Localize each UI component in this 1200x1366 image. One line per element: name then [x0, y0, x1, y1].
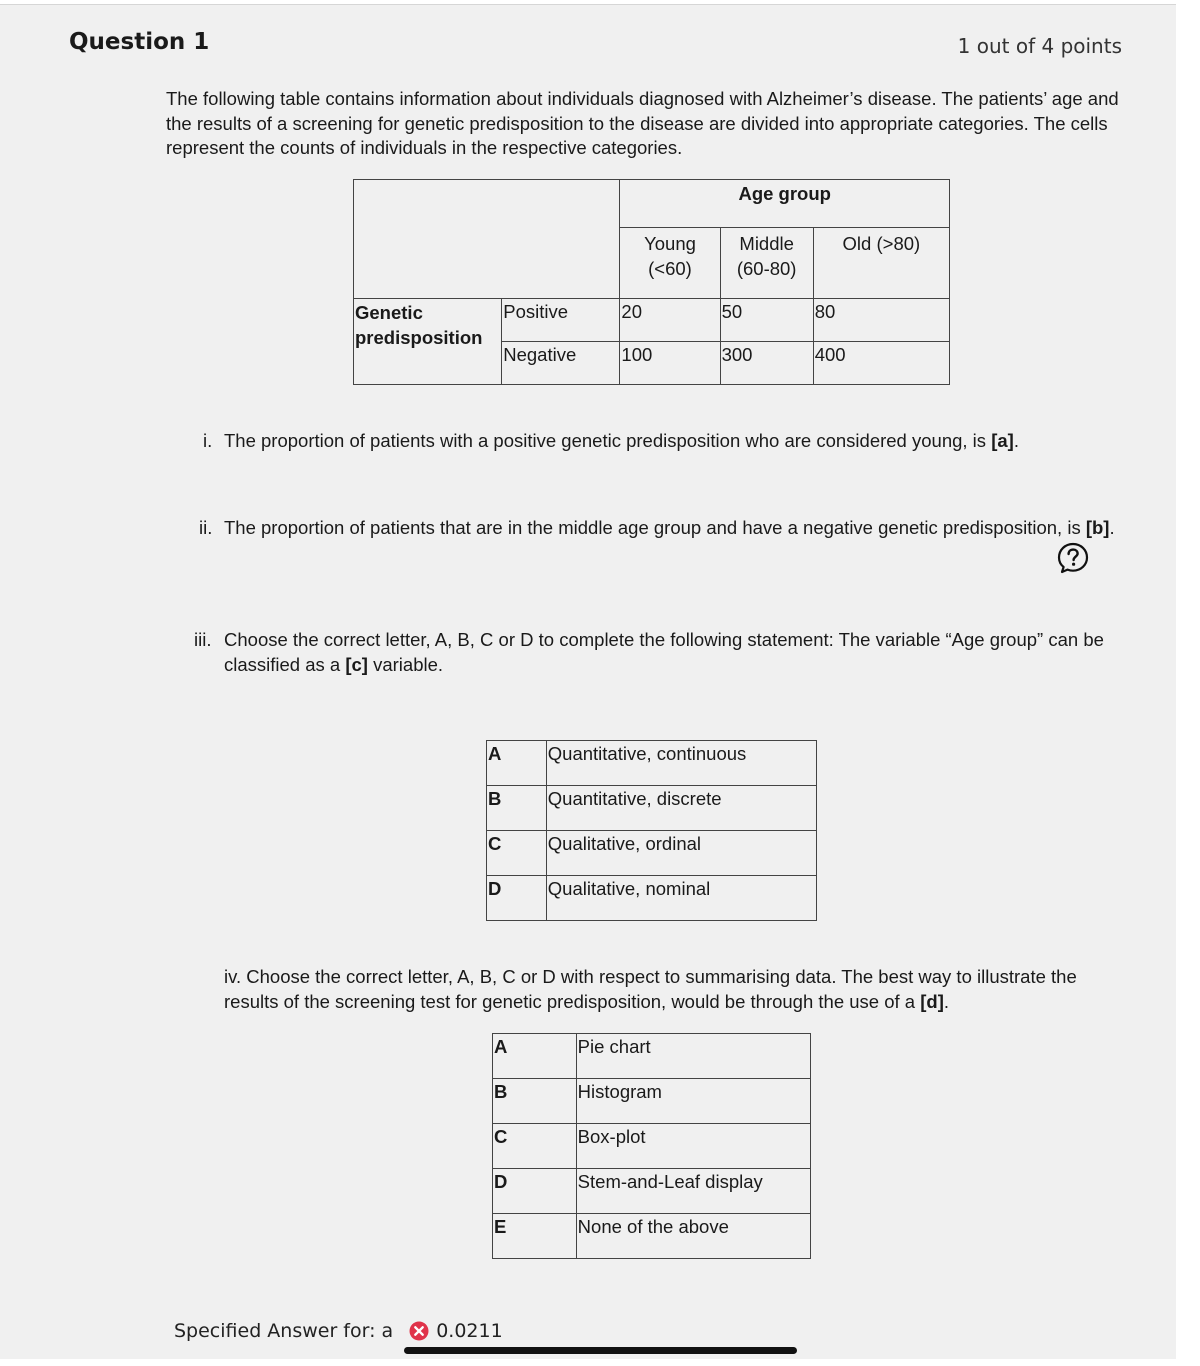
question-points: 1 out of 4 points: [957, 34, 1122, 58]
option-d-letter: B: [493, 1079, 577, 1124]
statement-iv: [224, 965, 1129, 1014]
option-c-row: [487, 876, 817, 921]
option-d-label: Stem-and-Leaf display: [576, 1169, 810, 1214]
option-c-letter: D: [487, 876, 547, 921]
statement-ii: [199, 516, 1129, 541]
statement-iv-end: .: [943, 990, 949, 1012]
col-header-young: [620, 228, 720, 299]
option-d-row: [493, 1034, 811, 1079]
option-d-row: [493, 1169, 811, 1214]
statement-iii-text: Choose the correct letter, A, B, C or D to complete the following statement: The variable “Age group” can be classified as a: [224, 629, 1104, 675]
option-c-row: [487, 741, 817, 786]
specified-answer-value: 0.0211: [436, 1320, 503, 1342]
option-c-row: [487, 831, 817, 876]
blank-a: [a]: [991, 430, 1014, 451]
col-header-old: [813, 228, 949, 299]
option-d-row: [493, 1214, 811, 1259]
col-header-middle: [720, 228, 813, 299]
option-c-row: [487, 786, 817, 831]
option-d-row: [493, 1124, 811, 1169]
col-header-middle-line2: (60-80): [736, 257, 797, 279]
blank-d: [d]: [920, 990, 944, 1012]
option-d-label: Box-plot: [576, 1124, 810, 1169]
option-c-label: Quantitative, discrete: [546, 786, 816, 831]
statement-iv-text: iv. Choose the correct letter, A, B, C or D with respect to summarising data. The best way to illustrate the results of the screening test for genetic predisposition, would be through the use of a: [224, 966, 1077, 1012]
cell-positive-young: 20: [620, 299, 720, 342]
statement-i-text: The proportion of patients with a positive genetic predisposition who are considered young, is: [224, 430, 987, 451]
row-header-genetic: Genetic predisposition: [354, 299, 502, 385]
question-intro: The following table contains information about individuals diagnosed with Alzheimer’s disease. The patients’ age and the results of a screening for genetic predisposition to the disease are divided into appropriate categories. The cells represent the counts of individuals in the respective categories.: [166, 88, 1119, 158]
blank-c: [c]: [345, 653, 368, 675]
statement-ii-end: .: [1109, 517, 1115, 538]
option-c-label: Qualitative, nominal: [546, 876, 816, 921]
col-header-old-line1: Old (>80): [842, 233, 921, 254]
cell-positive-middle: 50: [720, 299, 813, 342]
cell-positive-old: 80: [813, 299, 949, 342]
row-label-negative: Negative: [502, 342, 620, 385]
option-c-letter: A: [487, 741, 547, 786]
col-header-young-line2: (<60): [648, 257, 692, 279]
incorrect-x-icon: [409, 1321, 429, 1341]
specified-answer-label: Specified Answer for: a: [174, 1320, 394, 1342]
col-header-middle-line1: Middle: [739, 233, 794, 254]
option-d-letter: E: [493, 1214, 577, 1259]
statement-i-number: i.: [203, 430, 213, 451]
cell-negative-young: 100: [620, 342, 720, 385]
help-question-icon[interactable]: [1056, 541, 1090, 575]
statement-i: [203, 429, 1124, 454]
option-d-label: None of the above: [576, 1214, 810, 1259]
blank-b: [b]: [1085, 517, 1110, 538]
option-c-letter: C: [487, 831, 547, 876]
col-header-young-line1: Young: [644, 233, 696, 254]
option-c-label: Qualitative, ordinal: [546, 831, 816, 876]
statement-iii-number: iii.: [194, 629, 212, 650]
option-d-letter: D: [493, 1169, 577, 1214]
question-title: Question 1: [69, 29, 210, 55]
option-d-letter: A: [493, 1034, 577, 1079]
contingency-table: [353, 179, 950, 385]
cell-negative-old: 400: [813, 342, 949, 385]
home-indicator-bar[interactable]: [404, 1347, 797, 1354]
specified-answer: [174, 1320, 503, 1342]
options-c-table: [486, 740, 817, 921]
statement-i-end: .: [1013, 430, 1019, 451]
statement-ii-number: ii.: [199, 517, 213, 538]
option-d-label: Pie chart: [576, 1034, 810, 1079]
cell-negative-middle: 300: [720, 342, 813, 385]
statement-iii-end: variable.: [367, 653, 444, 675]
question-panel: [0, 4, 1176, 1359]
statement-ii-text: The proportion of patients that are in the middle age group and have a negative genetic predisposition, is: [224, 517, 1081, 538]
option-c-letter: B: [487, 786, 547, 831]
option-c-label: Quantitative, continuous: [546, 741, 816, 786]
statement-iii: [194, 628, 1129, 677]
row-label-positive: Positive: [502, 299, 620, 342]
age-group-header: Age group: [620, 180, 950, 228]
option-d-letter: C: [493, 1124, 577, 1169]
option-d-row: [493, 1079, 811, 1124]
table-corner-cell: [354, 180, 620, 299]
option-d-label: Histogram: [576, 1079, 810, 1124]
options-d-table: [492, 1033, 811, 1259]
